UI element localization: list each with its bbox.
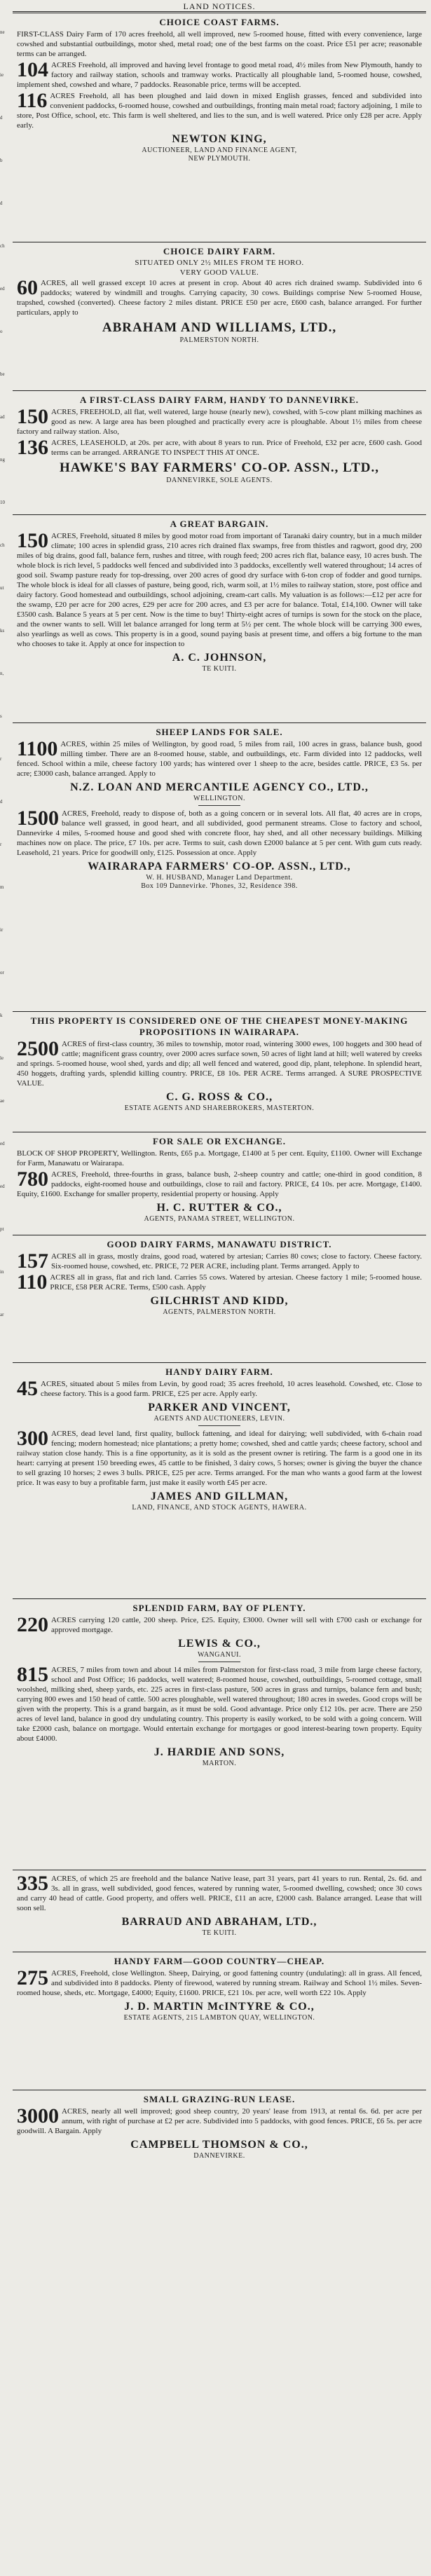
ad-heading: CHOICE DAIRY FARM. (163, 246, 276, 256)
ad-heading: SHEEP LANDS FOR SALE. (156, 727, 283, 737)
ad-paragraph (17, 438, 422, 458)
land-advertisement (13, 1952, 426, 2090)
ad-paragraph (17, 531, 422, 649)
gutter-fragment-text: ad (0, 414, 5, 420)
paragraph-text: ACRES, Freehold, three-fourths in grass, balance bush, 2-sheep country and cattle; one-third in good condition, 8 paddocks, eight-roomed house and outbuildings, close to rail and factory. PRICE, £4 10s. per acre. Mortgage, £1400. Equity, £1600. Exchange for smaller property, residential property or housing. Apply (17, 1170, 422, 1198)
ad-paragraph (17, 739, 422, 779)
ad-paragraph (17, 1968, 422, 1998)
gutter-fragment-text: o (0, 329, 3, 334)
ad-paragraph (17, 1379, 422, 1399)
agent-name: PARKER AND VINCENT, (148, 1402, 291, 1413)
ad-paragraph (17, 278, 422, 317)
agent-name: LEWIS & CO., (178, 1638, 261, 1650)
gutter-fragment-text: d (0, 115, 3, 121)
ad-paragraph (17, 809, 422, 858)
ad-subheading: SITUATED ONLY 2½ MILES FROM TE HORO. (135, 259, 304, 267)
agent-name: JAMES AND GILLMAN, (150, 1491, 289, 1502)
land-advertisement (13, 390, 426, 514)
paragraph-text: ACRES all in grass, flat and rich land. Carries 55 cows. Watered by artesian. Cheese factory 1 mile; 5-roomed house. PRICE, £58 PER ACRE. Terms, £500 cash. Apply (50, 1273, 422, 1292)
land-advertisement (13, 1235, 426, 1362)
gutter-fragment-text: m (0, 884, 4, 890)
paragraph-text: ACRES, nearly all well improved; good sheep country, 20 years' lease from 1913, at rental 6s. 6d. per acre per annum, with right of purchase at £2 per acre. Subdivided into 5 paddocks, with good fences. PRICE, £6 5s. per acre goodwill. A Bargain. Apply (17, 2107, 422, 2135)
agent-name: J. D. MARTIN McINTYRE & CO., (124, 2001, 315, 2013)
ad-paragraph (17, 91, 422, 130)
land-advertisement (13, 1598, 426, 1870)
agent-name: CAMPBELL THOMSON & CO., (130, 2139, 308, 2151)
gutter-fragment-text: n, (0, 671, 4, 676)
gutter-fragment-text: ne (0, 29, 5, 35)
agent-address: ESTATE AGENTS AND SHAREBROKERS, MASTERTON. (124, 1104, 315, 1112)
acreage-number: 300 (17, 1427, 48, 1450)
gutter-fragment-text: ir (0, 927, 4, 933)
ad-subheading: VERY GOOD VALUE. (179, 268, 259, 277)
gutter-fragment-text: b (0, 158, 3, 163)
ad-heading: FOR SALE OR EXCHANGE. (152, 1136, 287, 1146)
ad-paragraph (17, 1149, 422, 1168)
paragraph-text: ACRES Freehold, all improved and having level frontage to good metal road, 4½ miles from New Plymouth, handy to factory and railway station, schools and tramway works. Practically all ploughable land, 5-roomed house, cowshed, implement shed, cowshed and whare, 7 paddocks. Reasonable price, terms will be accepted. (17, 61, 422, 89)
land-advertisement (13, 1870, 426, 1952)
agent-name: H. C. RUTTER & CO., (156, 1202, 282, 1214)
gutter-fragment-text: le (0, 1055, 4, 1061)
land-advertisement (13, 1132, 426, 1235)
paragraph-text: FIRST-CLASS Dairy Farm of 170 acres freehold, all well improved, new 5-roomed house, fitted with every convenience, large cowshed and substantial outbuildings, motor shed, metal road; one of the best farms on the coast. Price £51 per acre; reasonable terms can be arranged. (17, 30, 422, 58)
ad-paragraph (17, 407, 422, 437)
agent-address: WELLINGTON. (193, 795, 245, 802)
agent-address: LAND, FINANCE, AND STOCK AGENTS, HAWERA. (132, 1504, 307, 1512)
gutter-fragment-text: r (0, 842, 2, 847)
paragraph-text: ACRES all in grass, mostly drains, good road, watered by artesian; Carries 80 cows; close to factory. Cheese factory. Six-roomed house, cowshed, etc. PRICE, 72 PER ACRE, including plant. Terms arranged. Apply to (51, 1252, 422, 1270)
paragraph-text: ACRES, all well grassed except 10 acres at present in crop. About 40 acres rich drained swamp. Subdivided into 6 paddocks; watered by windmill and troughs. Carrying capacity, 30 cows. Buildings comprise New 5-roomed House, trapshed, cowshed (converted). Cheese factory 2 miles distant. PRICE £50 per acre, £600 cash, balance arranged. For further particulars, apply to (17, 279, 422, 317)
agent-address: NEW PLYMOUTH. (188, 155, 251, 163)
ad-heading: HANDY DAIRY FARM. (165, 1366, 273, 1377)
paragraph-text: ACRES carrying 120 cattle, 200 sheep. Price, £25. Equity, £3000. Owner will sell with £700 cash or exchange for approved mortgage. (51, 1616, 422, 1634)
gutter-fragment-text: ae (0, 1098, 5, 1104)
land-advertisement (13, 514, 426, 722)
ad-heading: CHOICE COAST FARMS. (159, 17, 280, 27)
agent-address: DANNEVIRKE. (193, 2152, 245, 2160)
paragraph-text: ACRES, dead level land, first quality, bullock fattening, and ideal for dairying; well subdivided, with 6-chain road fencing; modern homestead; nice plantations; a pretty home; cowshed, shed and cattle yards; cheese factory, school and railway station close handy. This is a fine opportunity, as it is sold as the present owner is retiring. The farm is a good one in its heart: carrying at present 150 breeding ewes, 45 cattle to be finished, 3 dairy cows, 5 horses; owner is giving the buyer the chance to sell grazing 10 horses; 2 ewes 3 bulls. PRICE, £25 per acre. Terms arranged. For the man who wants a good farm at the lowest price. It was easy to buy a profitable farm, just make it easily worth £45 per acre. (17, 1430, 422, 1487)
agent-address: WANGANUI. (198, 1651, 241, 1659)
gutter-fragment-text: ch (0, 243, 5, 249)
paragraph-text: ACRES, within 25 miles of Wellington, by good road, 5 miles from rail, 100 acres in grass, balance bush, good milling timber. There are an 8-roomed house, stable, and outbuildings, etc. Farm divided into 12 paddocks, well fenced. School within a mile, cheese factory 100 yards; has wintered over 1 sheep to the acre, besides cattle. PRICE, £3 5s. per acre; £3000 cash, balance arranged. Apply to (17, 740, 422, 778)
gutter-fragment-text: ed (0, 1141, 5, 1146)
agent-address: AUCTIONEER, LAND AND FINANCE AGENT, (142, 146, 297, 154)
acreage-number: 45 (17, 1377, 38, 1400)
acreage-number: 275 (17, 1966, 48, 1989)
ad-heading: A GREAT BARGAIN. (170, 519, 269, 529)
ad-paragraph (17, 1039, 422, 1088)
agent-name: C. G. ROSS & CO., (165, 1091, 273, 1103)
acreage-number: 136 (17, 436, 48, 459)
gutter-fragment-text: ie (0, 72, 4, 78)
paragraph-text: ACRES, Freehold, situated 8 miles by good motor road from important of Taranaki dairy country, but in a much milder climate; 100 acres in splendid grass, 210 acres rich drained flax swamps, free from thistles and ragwort, good dry, 200 miles of big drains, good fall, balance fern, rushes and titree, with rough feed; 200 acres rich flat, balance easy, 10 acres bush. The whole block is rich level, 5 paddocks well fenced and subdivided into 3 paddocks, excellently well watered throughout; 14 acres of good soil. Swamp pasture ready for top-dressing, over 200 acres of good dry surface with 6-ton crop of fodder and good turnips. The whole block is ideal for all classes of pasture, being good, rich, warm soil, at 1½ miles to railway station, store, post office and dairy factory. Good homestead and outbuildings, school adjoining, cream-cart calls. My valuation is as follows:—£12 per acre for the swamp, £20 per acre for 200 acres, £29 per acre for 200 acres, and £3 per acre for balance. Total, £14,100. Owner will take £3500 cash. Balance 5 years at 5 per cent. Now is the time to buy! Thirty-eight acres of turnips is sown for the stock on the place, and the owner wants to sell. Will let balance arranged for long term at 5½ per cent. The whole block will be carrying 300 ewes, also yearlings as well as cows. This property is in a good, sound paying basis at present time, and offers a big fortune to the man who chooses to take it. Apply at once for inspection to (17, 532, 422, 648)
agent-name: ABRAHAM AND WILLIAMS, LTD., (102, 320, 337, 335)
ad-paragraph (17, 1615, 422, 1635)
acreage-number: 110 (17, 1270, 48, 1294)
paragraph-text: BLOCK OF SHOP PROPERTY, Wellington. Rents, £65 p.a. Mortgage, £1400 at 5 per cent. Equity, £1100. Owner will Exchange for Farm, Manawatu or Wairarapa. (17, 1149, 422, 1167)
newspaper-column (13, 0, 426, 2576)
gutter-fragment-text: d (0, 799, 3, 804)
ad-paragraph (17, 29, 422, 59)
agent-name: HAWKE'S BAY FARMERS' CO-OP. ASSN., LTD., (60, 460, 379, 475)
acreage-number: 1500 (17, 807, 59, 830)
ad-heading: SMALL GRAZING-RUN LEASE. (143, 2094, 296, 2104)
agent-address: AGENTS, PALMERSTON NORTH. (163, 1308, 276, 1316)
acreage-number: 116 (17, 89, 48, 112)
acreage-number: 150 (17, 405, 48, 428)
paragraph-text: ACRES, Freehold, close Wellington. Sheep, Dairying, or good fattening country (undulating): all in grass. All fenced, and subdivided into 8 paddocks. Plenty of firewood, watered by running stream. Railway and School 1½ miles. Seven-roomed house, sheds, etc. Mortgage, £4000; Equity, £1600. PRICE, £21 10s. per acre, well worth £22 10s. Apply (17, 1969, 422, 1997)
agent-address: PALMERSTON NORTH. (179, 336, 259, 344)
land-advertisement (13, 1362, 426, 1598)
agent-name: GILCHRIST AND KIDD, (150, 1295, 289, 1307)
agent-address: DANNEVIRKE, SOLE AGENTS. (166, 477, 273, 484)
gutter-fragment-text: k (0, 1013, 3, 1018)
paragraph-text: ACRES Freehold, all has been ploughed and laid down in mixed English grasses, fenced and subdivided into convenient paddocks, 6-roomed house, cowshed and outbuildings, fronting main metal road; factory adjoining, 1 mile to store, Post Office, school, etc. This farm is well sheltered, and lies to the sun, and is well watered. Price only £28 per acre. Apply early. (17, 92, 422, 130)
agent-address: Box 109 Dannevirke. 'Phones, 32, Residence 398. (141, 882, 298, 890)
ad-paragraph (17, 1249, 422, 1273)
ad-heading: THIS PROPERTY IS CONSIDERED ONE OF THE CHEAPEST MONEY-MAKING PROPOSITIONS IN WAIRARAPA. (30, 1015, 409, 1037)
acreage-number: 2500 (17, 1037, 59, 1060)
acreage-number: 780 (17, 1167, 48, 1191)
gutter-fragment-text: pt (0, 1226, 4, 1232)
gutter-fragment-text: d (0, 200, 3, 206)
gutter-fragment-text: ng (0, 457, 5, 463)
gutter-fragment-text: or (0, 970, 4, 975)
ad-paragraph (17, 1429, 422, 1488)
paragraph-text: ACRES, of which 25 are freehold and the balance Native lease, part 31 years, part 41 years to run. Rental, 2s. 6d. and 3s. all in grass, well subdivided, good fences, watered by running water, 5-roomed dwelling, cowshed; once 30 cows and carry 40 head of cattle. Good property, and offers well. PRICE, £11 an acre, £2000 cash. Balance arranged. Lease that will soon sell. (17, 1875, 422, 1912)
gutter-fragment (0, 0, 11, 2576)
agent-name: WAIRARAPA FARMERS' CO-OP. ASSN., LTD., (88, 861, 351, 872)
agent-address: AGENTS, PANAMA STREET, WELLINGTON. (144, 1215, 295, 1223)
agent-name: J. HARDIE AND SONS, (153, 1746, 285, 1758)
agent-address: MARTON. (202, 1760, 237, 1767)
acreage-number: 220 (17, 1613, 48, 1636)
paragraph-text: ACRES, FREEHOLD, all flat, well watered, large house (nearly new), cowshed, with 5-cow plant milking machines as good as new. A large area has been ploughed and practically every acre is ploughable. About 1½ miles from cheese factory and railway station. Also, (17, 408, 422, 436)
agent-name: NEWTON KING, (172, 133, 267, 145)
land-advertisement (13, 722, 426, 1011)
paragraph-text: ACRES, situated about 5 miles from Levin, by good road; 35 acres freehold, 10 acres leasehold. Cowshed, etc. Close to cheese factory. This is a good farm. PRICE, £25 per acre. Apply early. (41, 1380, 422, 1398)
acreage-number: 3000 (17, 2104, 59, 2128)
ad-paragraph (17, 1270, 422, 1294)
gutter-fragment-text: 10 (0, 500, 5, 505)
land-advertisement (13, 2090, 426, 2200)
paragraph-text: ACRES, LEASEHOLD, at 20s. per acre, with about 8 years to run. Price of Freehold, £32 per acre, £600 cash. Good terms can be arranged. ARRANGE TO INSPECT THIS AT ONCE. (51, 439, 422, 457)
acreage-number: 150 (17, 529, 48, 552)
ad-paragraph (17, 1665, 422, 1743)
agent-address: W. H. HUSBAND, Manager Land Department. (146, 874, 293, 882)
ad-heading: GOOD DAIRY FARMS, MANAWATU DISTRICT. (107, 1239, 332, 1249)
gutter-fragment-text: ks (0, 628, 5, 633)
ad-heading: SPLENDID FARM, BAY OF PLENTY. (132, 1603, 306, 1613)
acreage-number: 104 (17, 58, 48, 81)
ad-paragraph (17, 1167, 422, 1199)
land-advertisement (13, 242, 426, 390)
page-title: LAND NOTICES. (183, 1, 256, 11)
gutter-fragment-text: ed (0, 1184, 5, 1189)
paragraph-text: ACRES, Freehold, ready to dispose of, both as a going concern or in several lots. All flat, 40 acres are in crops, balance well grassed, in good heart, and all subdivided, good permanent streams. Close to factory and school, Dannevirke 4 miles, 5-roomed house and good shed with concrete floor, hay shed, and all other necessary buildings. Milking machines now on place. The price, £7 10s. per acre. Terms to suit, cash down £2000 balance at 5 per cent. With gum cuts ready. Leasehold, 21 years. Price for goodwill only, £125. Possession at once. Apply (17, 809, 422, 857)
gutter-fragment-text: s (0, 713, 2, 719)
ad-paragraph (17, 60, 422, 90)
acreage-number: 1100 (17, 737, 58, 760)
acreage-number: 335 (17, 1872, 48, 1895)
agent-name: BARRAUD AND ABRAHAM, LTD., (121, 1916, 317, 1928)
agent-address: AGENTS AND AUCTIONEERS, LEVIN. (153, 1415, 285, 1423)
section-divider (198, 805, 240, 806)
gutter-fragment-text: be (0, 371, 5, 377)
land-advertisement (13, 1011, 426, 1132)
ad-list (13, 11, 426, 2200)
ad-heading: HANDY FARM—GOOD COUNTRY—CHEAP. (114, 1956, 325, 1966)
paragraph-text: ACRES of first-class country, 36 miles to township, motor road, wintering 3000 ewes, 100 hoggets and 300 head of cattle; magnificent grass country, over 2000 acres surface sown, 50 acres of light land at hill; well watered by creeks and springs. 5-roomed house, wool shed, yards and dip; all well fenced and watered, good dip, plant, telephone. In splendid heart, 450 hoggets, drafting yards, splendid killing country. PRICE, £8 10s. PER ACRE. Terms arranged. A SURE PROSPECTIVE VALUE. (17, 1040, 422, 1088)
gutter-fragment-text: ed (0, 286, 5, 292)
land-advertisement (13, 11, 426, 242)
ad-paragraph (17, 1874, 422, 1913)
gutter-fragment-text: ut (0, 585, 4, 591)
gutter-fragment-text: in (0, 1269, 4, 1275)
gutter-fragment-text: ar (0, 1312, 4, 1317)
agent-name: A. C. JOHNSON, (172, 652, 267, 664)
section-divider (198, 1425, 240, 1426)
acreage-number: 157 (17, 1249, 48, 1273)
ad-heading: A FIRST-CLASS DAIRY FARM, HANDY TO DANNEVIRKE. (79, 395, 360, 405)
acreage-number: 60 (17, 276, 38, 299)
gutter-fragment-text: r (0, 756, 2, 762)
gutter-fragment-text: ch (0, 542, 5, 548)
agent-address: TE KUITI. (202, 1929, 237, 1937)
agent-address: TE KUITI. (202, 665, 237, 673)
agent-name: N.Z. LOAN AND MERCANTILE AGENCY CO., LTD., (70, 781, 369, 793)
agent-address: ESTATE AGENTS, 215 LAMBTON QUAY, WELLINGTON. (123, 2014, 315, 2022)
acreage-number: 815 (17, 1663, 48, 1686)
ad-paragraph (17, 2106, 422, 2136)
paragraph-text: ACRES, 7 miles from town and about 14 miles from Palmerston for first-class road, 3 mile from large cheese factory, school and Post Office; 16 paddocks, well watered; 8-roomed house, cowshed, outbuildings, 5-roomed cottage, small woolshed, milking shed, sheep yards, etc. 225 acres in first-class pasture, 500 acres in grass and turnips, balance fern and bush; carrying 800 ewes and 150 head of cattle. 500 acres ploughable, well watered throughout; 180 acres in swedes. Good crops will be given with the property. This is a grand bargain, as it must be sold. Good advantage. Price only £12 10s. per acre. There are 250 acres of level land, balance in good dry undulating country. This property is easily worked, to be sold with a going concern. Will take £2000 cash, balance on mortgage. Would entertain exchange for mortgages or good interest-bearing town property. Equity about £4000. (17, 1666, 422, 1743)
